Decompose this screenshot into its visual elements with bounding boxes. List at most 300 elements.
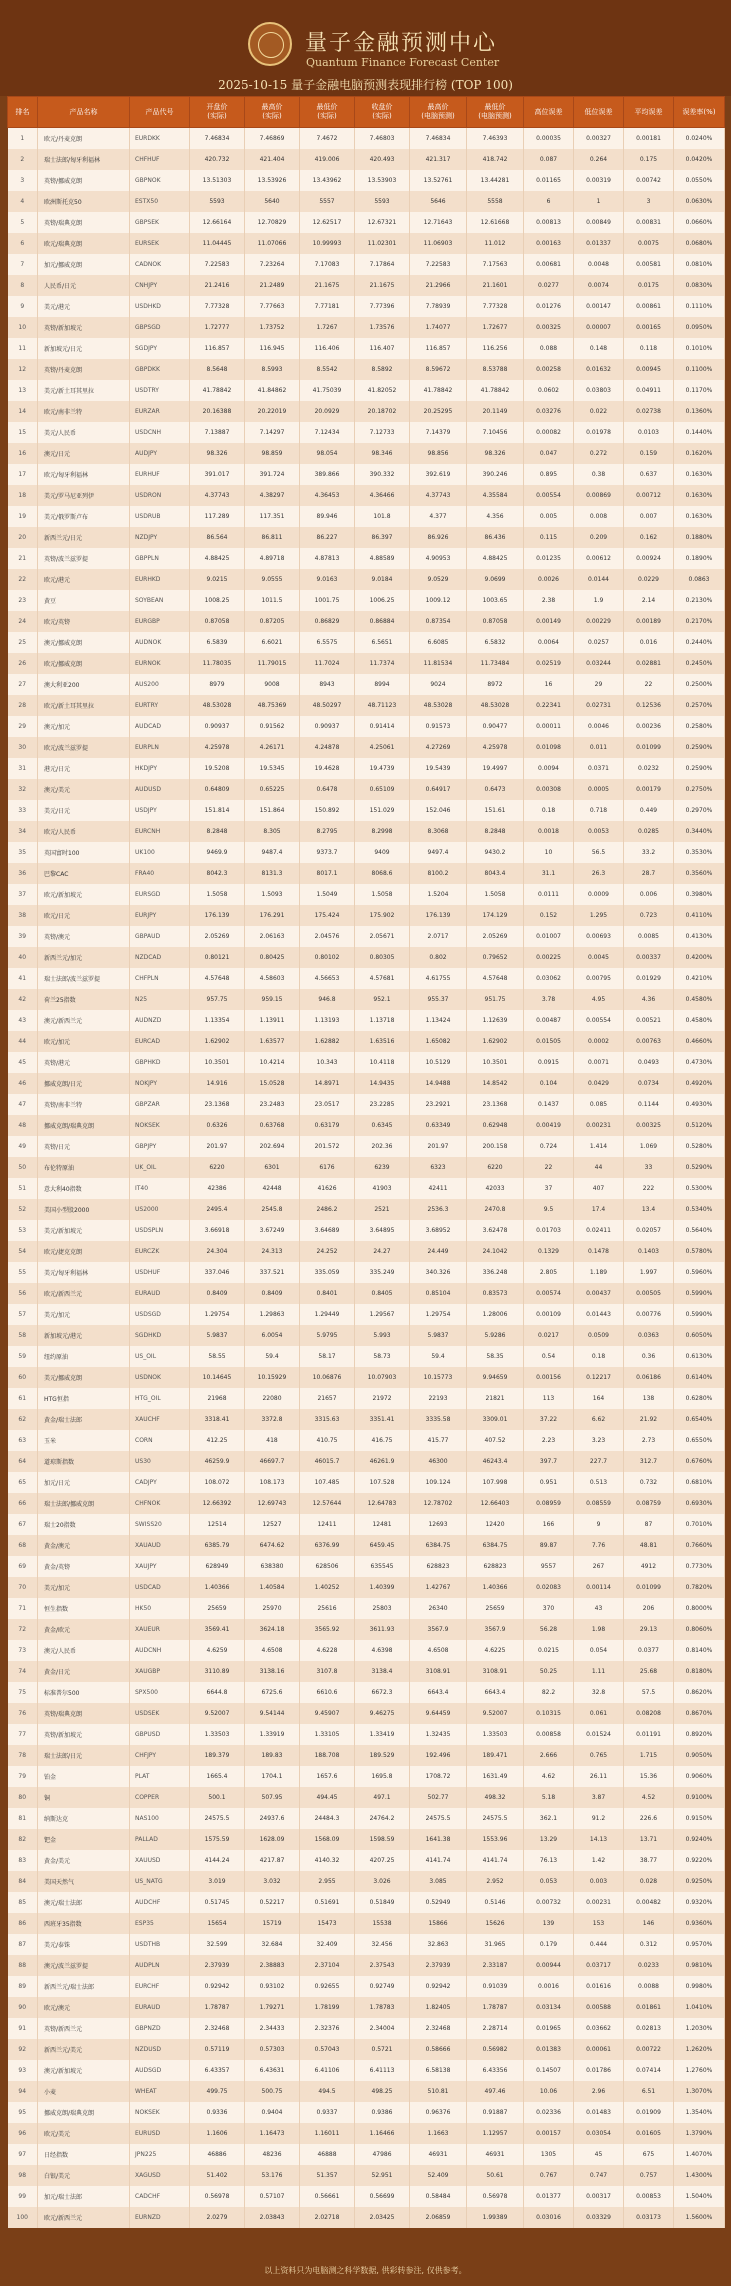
table-row [8,989,725,1010]
table-cell: 0.00231 [574,1115,624,1136]
table-row [8,1241,725,1262]
table-cell: 0.03276 [524,401,574,422]
table-cell: 13 [8,380,38,401]
table-cell: 欧元/波兰兹罗提 [38,737,130,758]
table-cell: 7.46393 [467,128,524,150]
table-cell: 3.64895 [355,1220,410,1241]
table-cell: 337.521 [245,1262,300,1283]
table-cell: 4912 [624,1556,674,1577]
table-cell: 美元/人民币 [38,422,130,443]
table-cell: 19.5439 [410,758,467,779]
table-cell: 2545.8 [245,1199,300,1220]
table-cell: EURDKK [130,128,190,150]
table-cell: 0.00521 [624,1010,674,1031]
table-cell: 0.0002 [574,1031,624,1052]
table-row [8,1052,725,1073]
table-cell: 1.5040% [674,2186,725,2207]
table-cell: CADNOK [130,254,190,275]
table-cell: 0.01099 [624,737,674,758]
table-cell: 3.87 [574,1787,624,1808]
table-cell: 0.175 [624,149,674,170]
table-cell: 20.0929 [300,401,355,422]
table-cell: 955.37 [410,989,467,1010]
table-cell: 4.38297 [245,485,300,506]
table-cell: 0.00007 [574,317,624,338]
table-cell: 0.2440% [674,632,725,653]
table-cell: 22 [624,674,674,695]
table-cell: 22080 [245,1388,300,1409]
table-cell: FRA40 [130,863,190,884]
table-cell: 0.895 [524,464,574,485]
table-cell: 21657 [300,1388,355,1409]
table-cell: 26.3 [574,863,624,884]
table-cell: 1.73576 [355,317,410,338]
table-cell: 1.11 [574,1661,624,1682]
table-cell: 2.96 [574,2081,624,2102]
table-cell: 164 [574,1388,624,1409]
table-cell: 43 [574,1598,624,1619]
table-cell: 美元/加元 [38,1577,130,1598]
table-cell: 62 [8,1409,38,1430]
table-cell: 1.28006 [467,1304,524,1325]
table-cell: 0.8060% [674,1619,725,1640]
table-cell: 10.3501 [190,1052,245,1073]
table-cell: 107.998 [467,1472,524,1493]
table-cell: 24.449 [410,1241,467,1262]
table-cell: 3.66918 [190,1220,245,1241]
table-cell: 90 [8,1997,38,2018]
table-cell: 93 [8,2060,38,2081]
table-cell: 0.5300% [674,1178,725,1199]
table-cell: 加元/日元 [38,1472,130,1493]
table-cell: 1.5058 [467,884,524,905]
table-row [8,1409,725,1430]
table-cell: 67 [8,1514,38,1535]
table-cell: 0.1360% [674,401,725,422]
table-cell: 5.993 [355,1325,410,1346]
table-cell: 117.351 [245,506,300,527]
ranking-table [7,96,725,2228]
column-header: 开盘价 (实际) [190,97,245,128]
table-cell: 11.7024 [300,653,355,674]
table-cell: 0.01965 [524,2018,574,2039]
table-cell: 澳元/新加坡元 [38,2060,130,2081]
table-cell: 29 [8,716,38,737]
table-cell: 494.5 [300,2081,355,2102]
table-cell: 黄金/美元 [38,1850,130,1871]
table-cell: 0.80305 [355,947,410,968]
table-cell: 美国小型股2000 [38,1199,130,1220]
table-row [8,863,725,884]
table-cell: 0.51691 [300,1892,355,1913]
table-cell: 12 [8,359,38,380]
table-cell: GBPJPY [130,1136,190,1157]
table-cell: 0.18 [574,1346,624,1367]
table-cell: 标准普尔500 [38,1682,130,1703]
table-row [8,1283,725,1304]
table-cell: 0.08959 [524,1493,574,1514]
table-cell: 1598.59 [355,1829,410,1850]
table-cell: 337.046 [190,1262,245,1283]
table-cell: XAUCHF [130,1409,190,1430]
table-cell: 1568.09 [300,1829,355,1850]
table-cell: 340.326 [410,1262,467,1283]
table-cell: 21.2966 [410,275,467,296]
table-cell: 2.666 [524,1745,574,1766]
table-cell: 1009.12 [410,590,467,611]
table-cell: 0.07414 [624,2060,674,2081]
table-cell: 12.66403 [467,1493,524,1514]
table-cell: 0.87058 [467,611,524,632]
table-cell: 9.0215 [190,569,245,590]
table-cell: 巴黎CAC [38,863,130,884]
table-cell: 0.57107 [245,2186,300,2207]
table-cell: 6474.62 [245,1535,300,1556]
table-cell: 12.67321 [355,212,410,233]
table-cell: 0.01703 [524,1220,574,1241]
table-cell: 48 [8,1115,38,1136]
table-cell: 0.4730% [674,1052,725,1073]
table-cell: 0.444 [574,1934,624,1955]
table-cell: 959.15 [245,989,300,1010]
table-cell: 11.78035 [190,653,245,674]
table-row [8,1766,725,1787]
table-row [8,1724,725,1745]
table-cell: 4.25061 [355,737,410,758]
table-cell: 4.6259 [190,1640,245,1661]
table-cell: 24575.5 [410,1808,467,1829]
table-cell: 46015.7 [300,1451,355,1472]
table-cell: 0.1890% [674,548,725,569]
table-cell: 412.25 [190,1430,245,1451]
table-cell: 1.63516 [355,1031,410,1052]
table-row [8,380,725,401]
table-cell: COPPER [130,1787,190,1808]
table-cell: 89.87 [524,1535,574,1556]
table-cell: 19.4739 [355,758,410,779]
table-cell: 5.9837 [190,1325,245,1346]
table-cell: 86.436 [467,527,524,548]
table-cell: 8.5542 [300,359,355,380]
table-cell: 101.8 [355,506,410,527]
table-cell: 2.0717 [410,926,467,947]
table-cell: 美元/港元 [38,296,130,317]
table-cell: 58 [8,1325,38,1346]
table-cell: 9.46275 [355,1703,410,1724]
table-cell: 4.57681 [355,968,410,989]
table-cell: 英镑/澳元 [38,926,130,947]
table-cell: 1.78199 [300,1997,355,2018]
table-cell: 12.69743 [245,1493,300,1514]
table-cell: 0.8000% [674,1598,725,1619]
table-cell: 0.51849 [355,1892,410,1913]
table-cell: 1.62882 [300,1031,355,1052]
column-header: 误差率(%) [674,97,725,128]
table-cell: 952.1 [355,989,410,1010]
table-cell: 3.026 [355,1871,410,1892]
table-cell: 14.8542 [467,1073,524,1094]
table-cell: 0.03173 [624,2207,674,2228]
table-cell: HK50 [130,1598,190,1619]
table-cell: 25970 [245,1598,300,1619]
table-cell: 0.00225 [524,947,574,968]
table-cell: 497.46 [467,2081,524,2102]
table-cell: 1.33919 [245,1724,300,1745]
table-cell: 1.82405 [410,1997,467,2018]
table-cell: 0.00437 [574,1283,624,1304]
table-cell: 1.1606 [190,2123,245,2144]
table-cell: 1.16011 [300,2123,355,2144]
table-cell: 0.0074 [574,275,624,296]
table-cell: XAUGBP [130,1661,190,1682]
brand-title-cn: 量子金融预测中心 [305,31,498,56]
table-cell: 151.814 [190,800,245,821]
table-cell: 14.9488 [410,1073,467,1094]
table-cell: NOKSEK [130,1115,190,1136]
table-cell: 1.33105 [300,1724,355,1745]
table-cell: 83 [8,1850,38,1871]
table-cell: 0.00831 [624,212,674,233]
table-cell: 96 [8,2123,38,2144]
column-header: 最低价 (电脑预测) [467,97,524,128]
table-cell: 0.006 [624,884,674,905]
table-cell: 0.00327 [574,128,624,150]
table-cell: 欧洲斯托克50 [38,191,130,212]
table-cell: 1.79271 [245,1997,300,2018]
table-cell: 0.2970% [674,800,725,821]
table-cell: 116.256 [467,338,524,359]
table-cell: SGDJPY [130,338,190,359]
table-cell: 0.4930% [674,1094,725,1115]
table-cell: 6.51 [624,2081,674,2102]
table-cell: 23.2285 [355,1094,410,1115]
table-cell: EURGBP [130,611,190,632]
table-cell: 6384.75 [467,1535,524,1556]
table-cell: 9.0699 [467,569,524,590]
table-cell: 0.01337 [574,233,624,254]
table-cell: 3335.58 [410,1409,467,1430]
table-cell: 1.78787 [190,1997,245,2018]
table-cell: 0.03016 [524,2207,574,2228]
table-cell: 0.1010% [674,338,725,359]
table-cell: 4.377 [410,506,467,527]
table-cell: NZDJPY [130,527,190,548]
table-cell: 6 [524,191,574,212]
table-cell: 0.03329 [574,2207,624,2228]
table-cell: 13.43962 [300,170,355,191]
table-row [8,2123,725,2144]
table-cell: 15626 [467,1913,524,1934]
table-cell: 11.012 [467,233,524,254]
footer-disclaimer: 以上资料只为电脑测之科学数据, 供彩转参注, 仅供参考。 [7,2262,724,2280]
table-row [8,548,725,569]
table-cell: 7.77396 [355,296,410,317]
table-cell: 0.03134 [524,1997,574,2018]
table-cell: 28.7 [624,863,674,884]
table-cell: 12.62517 [300,212,355,233]
table-cell: 9.94659 [467,1367,524,1388]
table-cell: 0.00189 [624,611,674,632]
table-cell: 153 [574,1913,624,1934]
table-cell: 3108.91 [410,1661,467,1682]
table-cell: CHFJPY [130,1745,190,1766]
table-cell: 36 [8,863,38,884]
table-cell: 392.619 [410,464,467,485]
table-cell: 1.7267 [300,317,355,338]
table-cell: 9.64459 [410,1703,467,1724]
table-cell: 3110.89 [190,1661,245,1682]
table-cell: 9 [8,296,38,317]
table-cell: 0.088 [524,338,574,359]
table-cell: 0.022 [574,401,624,422]
table-cell: 675 [624,2144,674,2165]
table-cell: 0.8409 [245,1283,300,1304]
table-cell: PLAT [130,1766,190,1787]
table-row [8,254,725,275]
table-row [8,1682,725,1703]
table-cell: 黄豆 [38,590,130,611]
table-cell: 0.9386 [355,2102,410,2123]
table-cell: EURCAD [130,1031,190,1052]
table-cell: 23.1368 [190,1094,245,1115]
table-cell: 14.8971 [300,1073,355,1094]
table-cell: 1.2620% [674,2039,725,2060]
table-cell: 174.129 [467,905,524,926]
table-cell: GBPPLN [130,548,190,569]
table-cell: 390.332 [355,464,410,485]
table-cell: 8943 [300,674,355,695]
table-cell: 0.1440% [674,422,725,443]
table-cell: NOKSEK [130,2102,190,2123]
table-cell: 3138.4 [355,1661,410,1682]
table-cell: 98.346 [355,443,410,464]
table-cell: 0.9320% [674,1892,725,1913]
table-cell: 1.5600% [674,2207,725,2228]
table-cell: 0.01165 [524,170,574,191]
table-cell: 6.6085 [410,632,467,653]
table-cell: 19.4628 [300,758,355,779]
table-cell: 362.1 [524,1808,574,1829]
table-cell: 0.162 [624,527,674,548]
table-cell: 1.73752 [245,317,300,338]
table-cell: 86 [8,1913,38,1934]
table-cell: USDSEK [130,1703,190,1724]
table-cell: 0.272 [574,443,624,464]
table-cell: 24.1042 [467,1241,524,1262]
table-cell: 0.2580% [674,716,725,737]
table-row [8,821,725,842]
table-cell: 21.1601 [467,275,524,296]
table-cell: 2.33187 [467,1955,524,1976]
table-cell: 4.36 [624,989,674,1010]
table-cell: 117.289 [190,506,245,527]
table-cell: 0.00236 [624,716,674,737]
table-cell: JPN225 [130,2144,190,2165]
table-row [8,1031,725,1052]
table-cell: 美元/匈牙利福林 [38,1262,130,1283]
table-cell: 69 [8,1556,38,1577]
table-cell: 20.25295 [410,401,467,422]
table-cell: 美元/泰铢 [38,1934,130,1955]
table-cell: 美国天然气 [38,1871,130,1892]
table-cell: 1.3790% [674,2123,725,2144]
table-cell: 0.00924 [624,548,674,569]
table-cell: USDCAD [130,1577,190,1598]
table-cell: 0.1100% [674,359,725,380]
column-header: 产品代号 [130,97,190,128]
table-row [8,884,725,905]
table-cell: 202.36 [355,1136,410,1157]
table-cell: 76 [8,1703,38,1724]
table-cell: 11.7374 [355,653,410,674]
table-cell: 0.92749 [355,1976,410,1997]
table-cell: 0.00229 [574,611,624,632]
table-cell: 10.99993 [300,233,355,254]
table-cell: 10.07903 [355,1367,410,1388]
table-cell: 0.63349 [410,1115,467,1136]
table-cell: 48.53028 [410,695,467,716]
table-cell: 0.6540% [674,1409,725,1430]
table-cell: 0.01505 [524,1031,574,1052]
table-cell: 64 [8,1451,38,1472]
table-cell: 6459.45 [355,1535,410,1556]
table-cell: 7.76 [574,1535,624,1556]
table-cell: 1631.49 [467,1766,524,1787]
table-cell: 英镑/港元 [38,1052,130,1073]
table-cell: 21.2416 [190,275,245,296]
table-row [8,1745,725,1766]
table-cell: 7.4672 [300,128,355,150]
table-cell: 419.006 [300,149,355,170]
table-cell: 32 [8,779,38,800]
table-cell: 138 [624,1388,674,1409]
table-cell: 0.2590% [674,737,725,758]
table-cell: 46243.4 [467,1451,524,1472]
table-cell: 9.0184 [355,569,410,590]
table-cell: 0.016 [624,632,674,653]
table-cell: 26 [8,653,38,674]
table-cell: 0.65109 [355,779,410,800]
table-cell: 116.945 [245,338,300,359]
table-cell: 0.104 [524,1073,574,1094]
table-cell: 26340 [410,1598,467,1619]
table-cell: 0.87058 [190,611,245,632]
table-row [8,2039,725,2060]
table-cell: 0.92942 [410,1976,467,1997]
table-cell: 0.01483 [574,2102,624,2123]
table-cell: 29 [574,674,624,695]
table-cell: 390.246 [467,464,524,485]
table-cell: 2.805 [524,1262,574,1283]
table-cell: 510.81 [410,2081,467,2102]
table-cell: 4.25978 [190,737,245,758]
table-cell: 4.26171 [245,737,300,758]
table-cell: 8131.3 [245,863,300,884]
table-cell: 206 [624,1598,674,1619]
table-cell: 17.4 [574,1199,624,1220]
table-cell: 8.53788 [467,359,524,380]
table-cell: 0.1620% [674,443,725,464]
table-cell: 21 [8,548,38,569]
table-cell: 7.77328 [467,296,524,317]
table-cell: AUDCHF [130,1892,190,1913]
table-cell: 2.38 [524,590,574,611]
table-cell: 4.58603 [245,968,300,989]
table-cell: 欧元/捷克克朗 [38,1241,130,1262]
table-cell: 澳元/瑞士法郎 [38,1892,130,1913]
table-cell: 56.28 [524,1619,574,1640]
table-cell: 8.5892 [355,359,410,380]
